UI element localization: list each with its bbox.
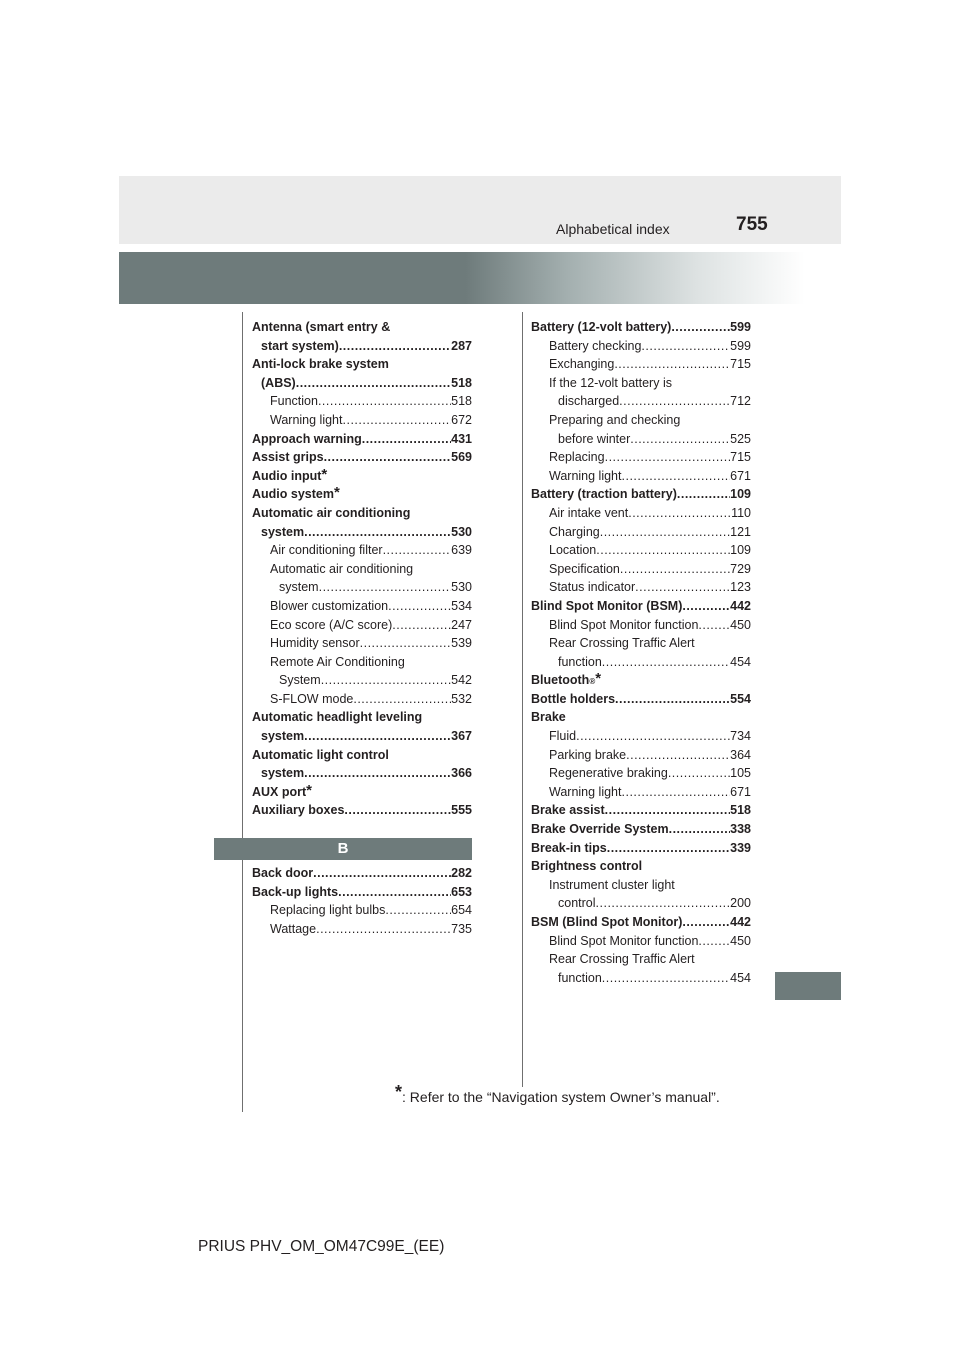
entry-text: Rear Crossing Traffic Alert [549,952,695,967]
page-reference: 518 [451,394,472,409]
entry-text: start system) [261,338,339,353]
page-reference: 450 [730,617,751,632]
page-reference: 542 [451,673,472,688]
index-subentry [252,616,472,635]
index-entry [531,913,751,932]
page-reference: 671 [730,468,751,483]
entry-text: Warning light [270,412,343,427]
dot-leader [362,430,451,449]
dot-leader [671,318,730,337]
index-subentry [252,690,472,709]
dot-leader [605,801,730,820]
dot-leader [607,839,730,858]
page-reference: 525 [730,431,751,446]
page-reference: 247 [451,617,472,632]
page-reference: 518 [451,375,472,390]
index-entry [531,597,751,616]
index-entry [252,448,472,467]
dot-leader [360,634,452,653]
entry-text: discharged [558,394,620,409]
dot-leader [668,764,730,783]
footnote [395,1082,720,1107]
index-entry [252,864,472,883]
index-entry [531,708,751,727]
page-reference: 653 [451,884,472,899]
dot-leader [622,467,731,486]
entry-text: Break-in tips [531,840,607,855]
entry-text: Auxiliary boxes [252,803,345,818]
index-subentry [531,932,751,951]
page-reference: 200 [730,896,751,911]
dot-leader [304,727,451,746]
page-reference: 554 [730,691,751,706]
entry-text: Back door [252,866,314,880]
dot-leader [321,671,451,690]
index-entry: Audio system * [252,485,472,504]
index-subentry [531,950,751,987]
index-entry [531,690,751,709]
entry-text: Parking brake [549,747,627,762]
left-column-rule [242,312,243,1112]
entry-text: Warning light [549,784,622,799]
page-reference: 364 [730,747,751,762]
index-subentry [531,727,751,746]
index-entry: Bluetooth ® * [531,671,751,690]
page-reference: 569 [451,450,472,465]
entry-text: Automatic light control [252,747,389,762]
footnote-text: : Refer to the “Navigation system Owner’s manual”. [402,1089,720,1105]
dot-leader [304,764,451,783]
entry-text: function [558,654,602,669]
middle-column-rule [522,312,523,1087]
page-reference: 715 [730,450,751,465]
dot-leader [324,448,452,467]
index-subentry [531,337,751,356]
entry-text: Automatic air conditioning [252,505,411,520]
entry-text: Exchanging [549,357,615,372]
page-reference: 715 [730,357,751,372]
dot-leader [682,597,730,616]
entry-text: Replacing light bulbs [270,903,386,918]
dot-leader [630,430,730,449]
entry-text: Rear Crossing Traffic Alert [549,636,695,651]
page-reference: 534 [451,598,472,613]
entry-text: before winter [558,431,631,446]
index-subentry [531,783,751,802]
index-subentry [531,616,751,635]
entry-text: Battery (12-volt battery) [531,320,672,334]
page-reference: 518 [730,803,751,818]
entry-text: S-FLOW mode [270,691,354,706]
index-column-right [531,318,751,987]
entry-text: Specification [549,561,620,576]
index-entry [252,318,472,355]
entry-text: function [558,970,602,985]
entry-text: Brake [531,710,566,725]
entry-text: Bluetooth [531,673,590,688]
page-reference: 339 [730,840,751,855]
entry-text: Regenerative braking [549,766,668,781]
index-subentry [531,448,751,467]
dot-leader [615,690,730,709]
entry-text: Antenna (smart entry & [252,320,391,334]
section-title: Alphabetical index [556,221,670,237]
entry-text: System [279,673,321,688]
page-reference: 442 [730,598,751,613]
index-subentry [531,541,751,560]
entry-text: Function [270,394,318,409]
index-subentry [531,504,751,523]
page-reference: 110 [731,505,751,520]
entry-text: Bottle holders [531,691,616,706]
entry-text: Charging [549,524,600,539]
dot-leader [388,597,451,616]
entry-text: Status indicator [549,580,636,595]
entry-text: Location [549,543,597,558]
index-subentry [531,374,751,411]
page-reference: 729 [730,561,751,576]
entry-text: Approach warning [252,431,362,446]
dot-leader [319,578,452,597]
page-reference: 639 [451,543,472,558]
entry-text: Air conditioning filter [270,543,383,558]
page-reference: 599 [730,338,751,353]
index-subentry [252,411,472,430]
dot-leader [628,504,731,523]
index-subentry [531,578,751,597]
entry-text: Assist grips [252,450,324,465]
dot-leader [641,337,730,356]
entry-text: Audio input [252,468,322,483]
entry-text: Humidity sensor [270,636,360,651]
page-reference: 454 [730,654,751,669]
dot-leader [343,411,452,430]
index-entry [252,355,472,392]
index-column-left [252,318,472,820]
dot-leader [605,448,731,467]
index-subentry [252,392,472,411]
index-subentry [252,597,472,616]
dot-leader [296,374,451,393]
page-reference: 712 [730,394,751,409]
index-subentry [252,634,472,653]
entry-text: Back-up lights [252,884,339,899]
dot-leader [614,355,730,374]
index-entry [531,857,751,876]
entry-text: Battery (traction battery) [531,487,677,502]
dot-leader [596,541,730,560]
entry-text: system [261,524,305,539]
page-number: 755 [736,214,768,235]
page-reference: 555 [451,803,472,818]
dot-leader [596,894,731,913]
index-subentry [531,764,751,783]
chapter-tab [775,972,841,1000]
entry-text: Brake Override System [531,822,669,837]
entry-text: Eco score (A/C score) [270,617,393,632]
index-subentry [531,560,751,579]
dot-leader [677,485,730,504]
dot-leader [383,541,452,560]
entry-text: If the 12-volt battery is [549,375,672,390]
page-reference: 454 [730,970,751,985]
index-entry [531,485,751,504]
dot-leader [353,690,451,709]
entry-text: Remote Air Conditioning [270,654,405,669]
section-header-b: B [214,838,472,860]
entry-text: system [261,729,305,744]
page-reference: 530 [451,524,472,539]
index-entry [531,318,751,337]
index-subentry [531,634,751,671]
index-subentry [252,560,472,597]
entry-text: Battery checking [549,338,642,353]
index-entry [252,430,472,449]
page-reference: 539 [451,636,472,651]
page-reference: 105 [730,766,751,781]
dot-leader [339,337,451,356]
page-reference: 287 [451,338,472,353]
entry-text: Fluid [549,729,577,744]
dot-leader [344,801,451,820]
dot-leader [602,969,730,988]
dot-leader [602,653,730,672]
decorative-gradient-band [119,252,841,304]
entry-text: BSM (Blind Spot Monitor) [531,915,683,929]
entry-text: system [261,766,305,781]
page-reference: 367 [451,729,472,744]
index-subentry [252,920,472,939]
index-subentry [531,523,751,542]
index-subentry [531,355,751,374]
dot-leader [682,913,730,932]
entry-text: Anti-lock brake system [252,357,389,372]
entry-text: (ABS) [261,375,296,390]
index-entry [531,801,751,820]
dot-leader [338,883,451,902]
entry-text: Brightness control [531,859,643,874]
index-subentry [252,653,472,690]
entry-text: system [279,580,319,595]
header-bar [119,176,841,244]
entry-text: Automatic air conditioning [270,561,414,576]
footnote-mark: * [395,1082,403,1102]
page-reference: 599 [730,320,751,334]
entry-text: control [558,896,596,911]
page-reference: 338 [730,822,751,837]
page-reference: 654 [451,903,472,918]
page-reference: 530 [451,580,472,595]
index-subentry [531,876,751,913]
dot-leader [669,820,731,839]
entry-text: Blind Spot Monitor function [549,617,699,632]
dot-leader [626,746,730,765]
entry-text: AUX port [252,784,307,799]
page-reference: 442 [730,915,751,929]
index-entry [531,820,751,839]
index-subentry [252,901,472,920]
page-reference: 734 [730,729,751,744]
dot-leader [619,392,730,411]
entry-text: Replacing [549,450,605,465]
index-subentry [531,411,751,448]
index-entry [252,883,472,902]
index-section-b [252,864,472,938]
dot-leader [635,578,730,597]
index-subentry [531,467,751,486]
dot-leader [698,932,730,951]
dot-leader [313,864,451,883]
dot-leader [620,560,730,579]
index-entry: Audio input * [252,467,472,486]
page-reference: 109 [730,487,751,502]
page-reference: 109 [730,543,751,558]
index-entry [252,504,472,541]
entry-text: Warning light [549,468,622,483]
index-entry: AUX port * [252,783,472,802]
entry-text: Wattage [270,921,317,936]
index-entry [531,839,751,858]
index-entry [252,708,472,745]
page-reference: 366 [451,766,472,781]
dot-leader [385,901,451,920]
dot-leader [316,920,451,939]
dot-leader [622,783,731,802]
entry-text: Blind Spot Monitor function [549,933,699,948]
dot-leader [392,616,451,635]
index-entry [252,801,472,820]
page-reference: 431 [451,431,472,446]
page-reference: 672 [451,412,472,427]
entry-text: Preparing and checking [549,412,681,427]
page-reference: 450 [730,933,751,948]
document-code: PRIUS PHV_OM_OM47C99E_(EE) [198,1238,445,1255]
entry-text: Instrument cluster light [549,877,675,892]
dot-leader [576,727,730,746]
page-reference: 735 [451,921,472,936]
dot-leader [304,523,451,542]
entry-text: Blind Spot Monitor (BSM) [531,598,683,613]
page-reference: 282 [451,866,472,880]
entry-text: Brake assist [531,803,605,818]
page-reference: 123 [730,580,751,595]
page-reference: 121 [730,524,751,539]
dot-leader [698,616,730,635]
index-subentry [252,541,472,560]
page-reference: 532 [451,691,472,706]
index-subentry [531,746,751,765]
entry-text: Automatic headlight leveling [252,710,423,725]
dot-leader [318,392,451,411]
entry-text: Audio system [252,487,334,502]
page-reference: 671 [730,784,751,799]
entry-text: Blower customization [270,598,389,613]
index-entry [252,746,472,783]
dot-leader [600,523,730,542]
entry-text: Air intake vent [549,505,629,520]
